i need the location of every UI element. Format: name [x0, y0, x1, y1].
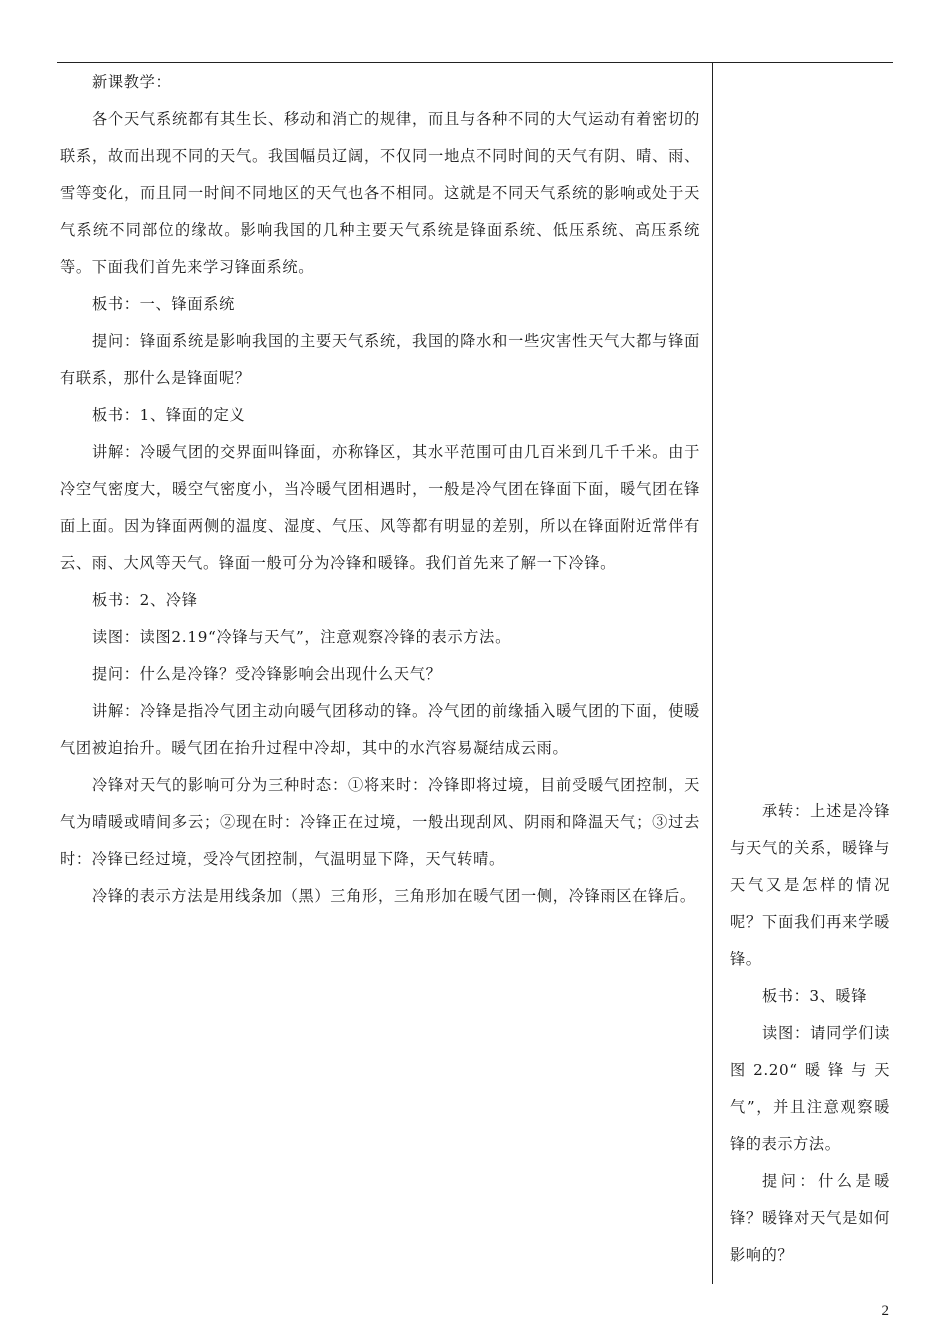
paragraph: 讲解：冷暖气团的交界面叫锋面，亦称锋区，其水平范围可由几百米到几千千米。由于冷空气密度大，暖空气密度小，当冷暖气团相遇时，一般是冷气团在锋面下面，暖气团在锋面上面。因为锋面两侧的温度、湿度、气压、风等都有明显的差别，所以在锋面附近常伴有云、雨、大风等天气。锋面一般可分为冷锋和暖锋。我们首先来了解一下冷锋。 [60, 443, 700, 572]
side-paragraph: 提问：什么是暖锋？暖锋对天气是如何影响的？ [730, 1172, 890, 1264]
top-rule [57, 62, 893, 63]
paragraph: 提问：什么是冷锋？受冷锋影响会出现什么天气？ [92, 665, 442, 683]
paragraph: 新课教学： [92, 73, 172, 91]
column-divider [712, 62, 713, 1284]
paragraph: 各个天气系统都有其生长、移动和消亡的规律，而且与各种不同的大气运动有着密切的联系，故而出现不同的天气。我国幅员辽阔，不仅同一地点不同时间的天气有阴、晴、雨、雪等变化，而且同一时间不同地区的天气也各不相同。这就是不同天气系统的影响或处于天气系统不同部位的缘故。影响我国的几种主要天气系统是锋面系统、低压系统、高压系统等。下面我们首先来学习锋面系统。 [60, 110, 700, 276]
paragraph: 讲解：冷锋是指冷气团主动向暖气团移动的锋。冷气团的前缘插入暖气团的下面，使暖气团被迫抬升。暖气团在抬升过程中冷却，其中的水汽容易凝结成云雨。 [60, 702, 700, 757]
side-paragraph: 读图：请同学们读图2.20“暖锋与天气”，并且注意观察暖锋的表示方法。 [730, 1024, 890, 1153]
paragraph: 板书：1、锋面的定义 [92, 406, 246, 424]
paragraph: 提问：锋面系统是影响我国的主要天气系统，我国的降水和一些灾害性天气大都与锋面有联系，那什么是锋面呢？ [60, 332, 700, 387]
paragraph: 冷锋对天气的影响可分为三种时态：①将来时：冷锋即将过境，目前受暖气团控制，天气为晴暖或晴间多云；②现在时：冷锋正在过境，一般出现刮风、阴雨和降温天气；③过去时：冷锋已经过境，受冷气团控制，气温明显下降，天气转晴。 [60, 776, 700, 868]
side-paragraph: 板书：3、暖锋 [762, 987, 867, 1005]
paragraph: 板书：一、锋面系统 [92, 295, 235, 313]
side-paragraph: 承转：上述是冷锋与天气的关系，暖锋与天气又是怎样的情况呢？下面我们再来学暖锋。 [730, 802, 890, 968]
page-number: 2 [881, 1303, 889, 1319]
paragraph: 冷锋的表示方法是用线条加（黑）三角形，三角形加在暖气团一侧，冷锋雨区在锋后。 [92, 887, 696, 905]
paragraph: 读图：读图2.19“冷锋与天气”，注意观察冷锋的表示方法。 [92, 628, 511, 646]
paragraph: 板书：2、冷锋 [92, 591, 198, 609]
side-column [730, 793, 890, 1274]
main-column [60, 64, 700, 915]
